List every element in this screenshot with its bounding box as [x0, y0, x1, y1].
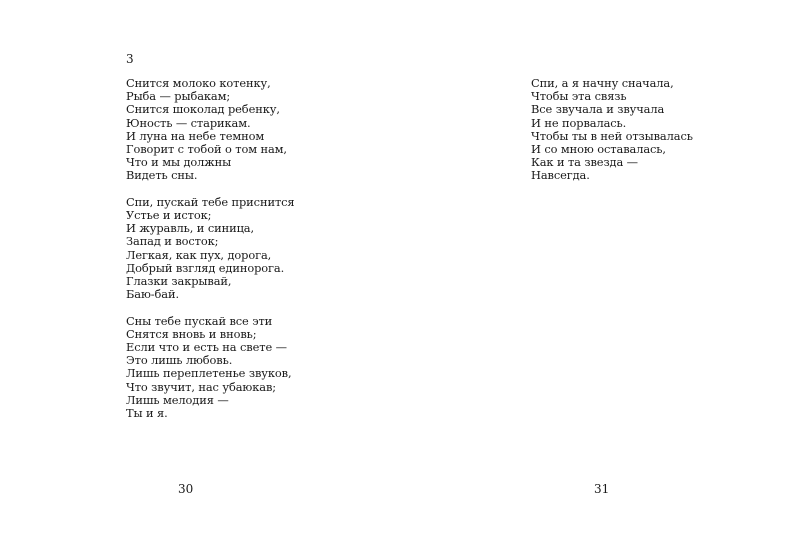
poem-line: Чтобы эта связь [531, 89, 627, 104]
poem-line: Легкая, как пух, дорога, [126, 247, 272, 262]
stanza [531, 77, 693, 183]
poem-line: Как и та звезда — [531, 155, 638, 170]
page-number-left: 30 [178, 482, 194, 496]
section-number: 3 [126, 52, 134, 66]
poem-line: Все звучала и звучала [531, 102, 665, 117]
poem-line: Сны тебе пускай все эти [126, 313, 273, 328]
poem-line: Спи, а я начну сначала, [531, 76, 674, 90]
poem-line: И луна на небе темном [126, 128, 265, 143]
poem-line: Говорит с тобой о том нам, [126, 142, 287, 157]
poem-line: Баю-бай. [126, 287, 179, 302]
poem-text-right [531, 77, 693, 183]
poem-line: Что и мы должны [126, 155, 232, 170]
poem-line: Устье и исток; [126, 208, 212, 223]
poem-line: Запад и восток; [126, 234, 219, 249]
poem-line: И журавль, и синица, [126, 221, 255, 236]
poem-line: Спи, пускай тебе приснится [126, 194, 295, 209]
poem-line: Лишь переплетенье звуков, [126, 366, 292, 381]
stanza [126, 196, 295, 302]
poem-line: Снится молоко котенку, [126, 76, 271, 90]
poem-line: Юность — старикам. [126, 115, 251, 130]
poem-line: Снится шоколад ребенку, [126, 102, 280, 117]
poem-line: Видеть сны. [126, 168, 198, 183]
page-number-right: 31 [594, 482, 610, 496]
poem-line: Ты и я. [126, 406, 168, 421]
poem-line: Снятся вновь и вновь; [126, 326, 257, 341]
poem-line: Навсегда. [531, 168, 590, 183]
poem-line: Глазки закрывай, [126, 274, 232, 289]
poem-line: Это лишь любовь. [126, 353, 233, 368]
poem-line: Что звучит, нас убаюкав; [126, 379, 276, 394]
poem-line: И со мною оставалась, [531, 142, 666, 157]
poem-line: Чтобы ты в ней отзывалась [531, 128, 693, 143]
poem-text-left [126, 77, 295, 420]
stanza [126, 77, 295, 183]
stanza [126, 315, 295, 421]
poem-line: Лишь мелодия — [126, 392, 229, 407]
poem-line: Рыба — рыбакам; [126, 89, 231, 104]
poem-line: Добрый взгляд единорога. [126, 260, 285, 275]
poem-line: И не порвалась. [531, 115, 627, 130]
poem-line: Если что и есть на свете — [126, 340, 287, 355]
right-page [398, 0, 796, 540]
